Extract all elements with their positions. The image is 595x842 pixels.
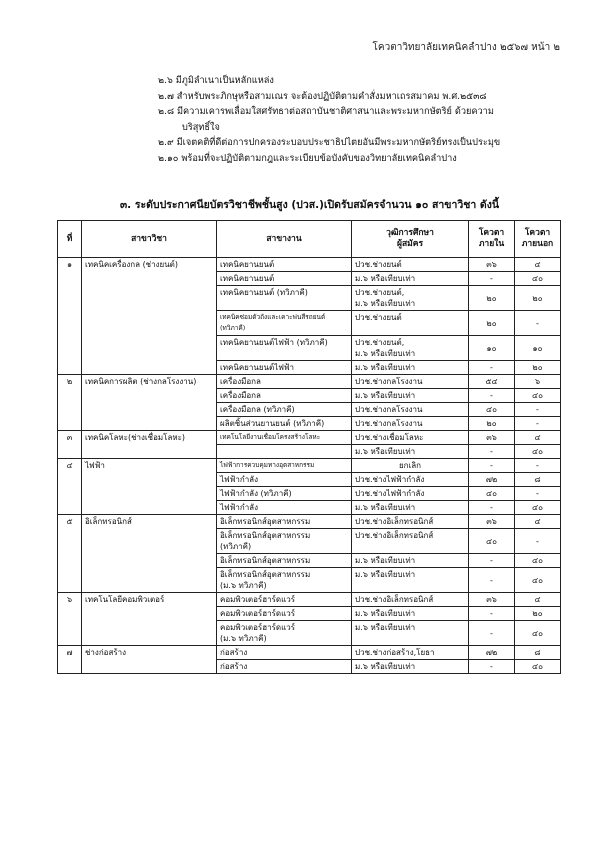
cell-program [82,487,217,501]
cell-quota-external: ๔ [515,515,561,529]
qualification-text: ม.๖ หรือเทียบเท่า [355,556,416,565]
table-row [58,336,561,361]
qualification-text: ปวช.ช่างกลโรงงาน [355,377,423,386]
cell-qualification [352,593,469,607]
cell-no [58,361,82,375]
cell-major [217,286,352,311]
cell-no: ๖ [58,593,82,607]
cell-program: เทคนิคโลหะ(ช่างเชื่อมโลหะ) [82,431,217,445]
page-header: โควตาวิทยาลัยเทคนิคลำปาง ๒๕๖๗ หน้า ๒ [372,42,560,53]
cell-major [217,336,352,361]
cell-quota-internal: - [469,660,515,674]
table-body [58,258,561,674]
cell-no [58,554,82,568]
qualification-text: ม.๖ หรือเทียบเท่า [355,662,416,671]
cell-quota-internal: - [469,607,515,621]
table-row [58,593,561,607]
cell-program [82,286,217,311]
cell-quota-external: - [515,403,561,417]
qualification-text: ปวช.ช่างก่อสร้าง,โยธา [355,648,435,657]
table-row [58,646,561,660]
cell-program [82,501,217,515]
table-row [58,473,561,487]
qualification-text: ปวช.ช่างอิเล็กทรอนิกส์ [355,595,434,604]
major-text: ไฟฟ้ากำลัง (ทวิภาคี) [220,489,292,498]
cell-program [82,621,217,646]
cell-quota-external: ๔ [515,593,561,607]
cell-qualification [352,607,469,621]
header-qualification [352,221,469,258]
cell-quota-external: ๒๐ [515,361,561,375]
major-text: ไฟฟ้ากำลัง [220,475,258,484]
cell-major [217,501,352,515]
cell-qualification [352,389,469,403]
cell-quota-external: ๔ [515,258,561,272]
cell-quota-internal: - [469,554,515,568]
header-program: สาขาวิชา [82,221,217,258]
cell-qualification [352,568,469,593]
cell-program [82,473,217,487]
header-quota-external-line2: ภายนอก [521,239,554,249]
qualification-item: ๒.๙ มีเจตคติที่ดีต่อการปกครองระบอบประชาธิปไตยอันมีพระมหากษัตริย์ทรงเป็นประมุข [158,137,501,148]
cell-no [58,660,82,674]
cell-qualification [352,272,469,286]
header-qualification-line2: ผู้สมัคร [396,239,424,249]
qualification-text: ม.๖ หรือเทียบเท่า [355,623,416,632]
cell-major [217,389,352,403]
cell-quota-internal: ๔๐ [469,487,515,501]
cell-program: อิเล็กทรอนิกส์ [82,515,217,529]
header-quota-external-line1: โควตา [524,228,551,238]
major-text: เครื่องมือกล [220,377,261,386]
major-text: อิเล็กทรอนิกส์อุตสาหกรรม [220,531,311,540]
cell-qualification [352,515,469,529]
header-quota-external [515,221,561,258]
cell-no [58,501,82,515]
major-text: คอมพิวเตอร์ฮาร์ดแวร์ [220,623,296,632]
qualification-item: บริสุทธิ์ใจ [182,121,220,133]
cell-no: ๑ [58,258,82,272]
cell-qualification [352,445,469,459]
cell-quota-internal: - [469,621,515,646]
cell-no [58,417,82,431]
cell-qualification [352,258,469,272]
major-text: เทคนิคซ่อมตัวถังและเคาะพ่นสีรถยนต์ [220,313,326,321]
cell-no: ๕ [58,515,82,529]
cell-qualification [352,554,469,568]
qualification-text: ปวช.ช่างกลโรงงาน [355,405,423,414]
cell-quota-external: ๘ [515,473,561,487]
cell-quota-internal: ๑๐ [469,336,515,361]
major-text: ไฟฟ้าการควบคุมทางอุตสาหกรรม [220,461,315,469]
qualifications-list [158,73,558,166]
major-text: คอมพิวเตอร์ฮาร์ดแวร์ [220,609,296,618]
major-text-note: (ทวิภาคี) [220,542,252,551]
table-row [58,286,561,311]
cell-quota-external: ๒๐ [515,286,561,311]
cell-major [217,621,352,646]
cell-no: ๒ [58,375,82,389]
cell-major [217,607,352,621]
cell-qualification [352,473,469,487]
cell-quota-internal: ๓๖ [469,515,515,529]
cell-program: ช่างก่อสร้าง [82,646,217,660]
qualification-text: ยกเลิก [398,461,421,470]
cell-major [217,403,352,417]
cell-qualification [352,529,469,554]
qualification-text: ม.๖ หรือเทียบเท่า [355,391,416,400]
header-quota-internal [469,221,515,258]
cell-program [82,445,217,459]
cell-quota-internal: ๗๒ [469,473,515,487]
cell-quota-external: ๔๐ [515,568,561,593]
program-table [57,220,561,674]
cell-no [58,336,82,361]
cell-qualification [352,501,469,515]
cell-program: เทคนิคเครื่องกล (ช่างยนต์) [82,258,217,272]
cell-qualification [352,660,469,674]
cell-quota-external: ๘ [515,646,561,660]
table-row [58,515,561,529]
cell-quota-external: ๔๐ [515,621,561,646]
cell-quota-external: ๔๐ [515,660,561,674]
cell-major [217,417,352,431]
qualification-text-extra: ม.๖ หรือเทียบเท่า [355,349,416,358]
cell-program [82,389,217,403]
cell-quota-external: ๖ [515,375,561,389]
cell-major [217,646,352,660]
cell-quota-external: ๔ [515,431,561,445]
table-row [58,607,561,621]
cell-quota-external: ๔๐ [515,501,561,515]
table-header-row [58,221,561,258]
section-title: ๓. ระดับประกาศนียบัตรวิชาชีพชั้นสูง (ปวส.)เปิดรับสมัครจำนวน ๑๐ สาขาวิชา ดังนี้ [120,199,500,211]
header-quota-internal-line2: ภายใน [478,239,505,249]
major-text: เทคนิคยานยนต์ไฟฟ้า [220,363,295,372]
major-text: เทคนิคยานยนต์ (ทวิภาคี) [220,288,308,297]
cell-quota-internal: ๓๖ [469,593,515,607]
cell-quota-external: - [515,459,561,473]
cell-program: ไฟฟ้า [82,459,217,473]
qualification-text: ปวช.ช่างเชื่อมโลหะ [355,433,424,442]
cell-qualification [352,403,469,417]
table-row [58,445,561,459]
cell-quota-internal: - [469,568,515,593]
qualification-text: ม.๖ หรือเทียบเท่า [355,274,416,283]
major-text-note: (ทวิภาคี) [220,324,246,332]
cell-qualification [352,646,469,660]
cell-quota-external: - [515,529,561,554]
qualification-item: ๒.๖ มีภูมิลำเนาเป็นหลักแหล่ง [158,75,274,86]
cell-no [58,286,82,311]
cell-quota-internal: ๕๔ [469,375,515,389]
qualification-text: ปวช.ช่างยนต์, [355,288,405,297]
cell-program [82,361,217,375]
table-row [58,272,561,286]
qualification-text: ปวช.ช่างยนต์ [355,313,402,322]
qualification-text: ปวช.ช่างไฟฟ้ากำลัง [355,475,425,484]
cell-qualification [352,361,469,375]
major-text-note: (ม.๖ ทวิภาคี) [220,634,267,643]
table-row [58,417,561,431]
header-qualification-line1: วุฒิการศึกษา [386,228,434,238]
cell-no: ๓ [58,431,82,445]
cell-major [217,487,352,501]
header-quota-internal-line1: โควตา [478,228,505,238]
cell-no [58,272,82,286]
major-text: เทคนิคยานยนต์ไฟฟ้า (ทวิภาคี) [220,338,328,347]
cell-program [82,272,217,286]
qualification-text: ปวช.ช่างอิเล็กทรอนิกส์ [355,517,434,526]
cell-program [82,568,217,593]
qualification-text: ม.๖ หรือเทียบเท่า [355,570,416,579]
cell-quota-external: ๔๐ [515,389,561,403]
qualification-item: ๒.๗ สำหรับพระภิกษุหรือสามเณร จะต้องปฏิบัติตามคำสั่งมหาเถรสมาคม พ.ศ.๒๕๓๘ [158,90,487,102]
qualification-text: ปวช.ช่างไฟฟ้ากำลัง [355,489,425,498]
major-text: ก่อสร้าง [220,648,248,657]
table-row [58,529,561,554]
qualification-item: ๒.๘ มีความเคารพเลื่อมใสศรัทธาต่อสถาบันชาติศาสนาและพระมหากษัตริย์ ด้วยความ [158,106,494,117]
cell-qualification [352,417,469,431]
cell-major [217,459,352,473]
table-row [58,568,561,593]
qualification-text: ปวช.ช่างกลโรงงาน [355,419,423,428]
cell-quota-external: - [515,487,561,501]
cell-quota-external: ๒๐ [515,607,561,621]
qualification-text: ปวช.ช่างอิเล็กทรอนิกส์ [355,531,434,540]
qualification-text: ม.๖ หรือเทียบเท่า [355,609,416,618]
cell-quota-external: ๔๐ [515,272,561,286]
cell-quota-internal: - [469,445,515,459]
cell-qualification [352,336,469,361]
cell-major [217,568,352,593]
table-row [58,431,561,445]
cell-qualification [352,375,469,389]
cell-quota-internal: - [469,389,515,403]
cell-quota-internal: ๒๐ [469,311,515,336]
major-text: เทคโนโลยีงานเชื่อมโครงสร้างโลหะ [220,433,321,441]
cell-quota-internal: ๗๒ [469,646,515,660]
cell-quota-internal: ๒๐ [469,417,515,431]
cell-program: เทคโนโลยีคอมพิวเตอร์ [82,593,217,607]
major-text: อิเล็กทรอนิกส์อุตสาหกรรม [220,570,311,579]
cell-no [58,403,82,417]
table-row [58,487,561,501]
major-text: เทคนิคยานยนต์ [220,274,275,283]
cell-no [58,487,82,501]
major-text: ไฟฟ้ากำลัง [220,503,258,512]
cell-qualification [352,621,469,646]
cell-qualification [352,311,469,336]
cell-program [82,336,217,361]
table-row [58,660,561,674]
cell-quota-external: ๑๐ [515,336,561,361]
header-major: สาขางาน [217,221,352,258]
major-text: ก่อสร้าง [220,662,248,671]
major-text: อิเล็กทรอนิกส์อุตสาหกรรม [220,556,311,565]
cell-major [217,515,352,529]
table-row [58,311,561,336]
cell-major [217,473,352,487]
qualification-text: ม.๖ หรือเทียบเท่า [355,363,416,372]
cell-quota-internal: ๓๖ [469,431,515,445]
cell-qualification [352,487,469,501]
cell-major [217,431,352,445]
cell-major [217,361,352,375]
table-row [58,375,561,389]
cell-program [82,607,217,621]
cell-program: เทคนิคการผลิต (ช่างกลโรงงาน) [82,375,217,389]
major-text-note: (ม.๖ ทวิภาคี) [220,581,267,590]
cell-no [58,311,82,336]
cell-qualification [352,286,469,311]
cell-program [82,311,217,336]
cell-major [217,529,352,554]
cell-major [217,375,352,389]
cell-qualification [352,431,469,445]
cell-major [217,660,352,674]
cell-quota-internal: - [469,459,515,473]
cell-major [217,554,352,568]
cell-no: ๗ [58,646,82,660]
cell-no [58,389,82,403]
cell-no [58,473,82,487]
major-text: เครื่องมือกล [220,391,261,400]
cell-program [82,417,217,431]
qualification-text: ปวช.ช่างยนต์, [355,338,405,347]
cell-program [82,660,217,674]
cell-quota-internal: ๒๐ [469,286,515,311]
cell-quota-external: ๔๐ [515,445,561,459]
cell-quota-external: ๔๐ [515,554,561,568]
cell-major [217,311,352,336]
cell-quota-internal: ๔๐ [469,403,515,417]
cell-program [82,554,217,568]
major-text: เทคนิคยานยนต์ [220,260,275,269]
cell-quota-internal: ๓๖ [469,258,515,272]
qualification-item: ๒.๑๐ พร้อมที่จะปฏิบัติตามกฎและระเบียบข้อบังคับของวิทยาลัยเทคนิคลำปาง [158,152,457,164]
cell-quota-internal: - [469,272,515,286]
cell-quota-internal: ๔๐ [469,529,515,554]
cell-major [217,258,352,272]
cell-major [217,445,352,459]
table-row [58,621,561,646]
cell-quota-internal: - [469,501,515,515]
major-text: เครื่องมือกล (ทวิภาคี) [220,405,295,414]
table-row [58,361,561,375]
table-row [58,258,561,272]
cell-no [58,607,82,621]
cell-major [217,272,352,286]
cell-program [82,529,217,554]
table-row [58,403,561,417]
cell-no [58,445,82,459]
header-no: ที่ [58,221,82,258]
table-row [58,554,561,568]
table-row [58,389,561,403]
cell-program [82,403,217,417]
table-row [58,501,561,515]
cell-no [58,529,82,554]
cell-quota-internal: - [469,361,515,375]
qualification-text: ม.๖ หรือเทียบเท่า [355,447,416,456]
cell-quota-external: - [515,417,561,431]
cell-major [217,593,352,607]
major-text: ผลิตชิ้นส่วนยานยนต์ (ทวิภาคี) [220,419,325,428]
cell-no: ๔ [58,459,82,473]
cell-qualification [352,459,469,473]
major-text: คอมพิวเตอร์ฮาร์ดแวร์ [220,595,296,604]
qualification-text: ปวช.ช่างยนต์ [355,260,402,269]
qualification-text-extra: ม.๖ หรือเทียบเท่า [355,299,416,308]
cell-quota-external: - [515,311,561,336]
table-row [58,459,561,473]
cell-no [58,621,82,646]
cell-no [58,568,82,593]
qualification-text: ม.๖ หรือเทียบเท่า [355,503,416,512]
major-text: อิเล็กทรอนิกส์อุตสาหกรรม [220,517,311,526]
